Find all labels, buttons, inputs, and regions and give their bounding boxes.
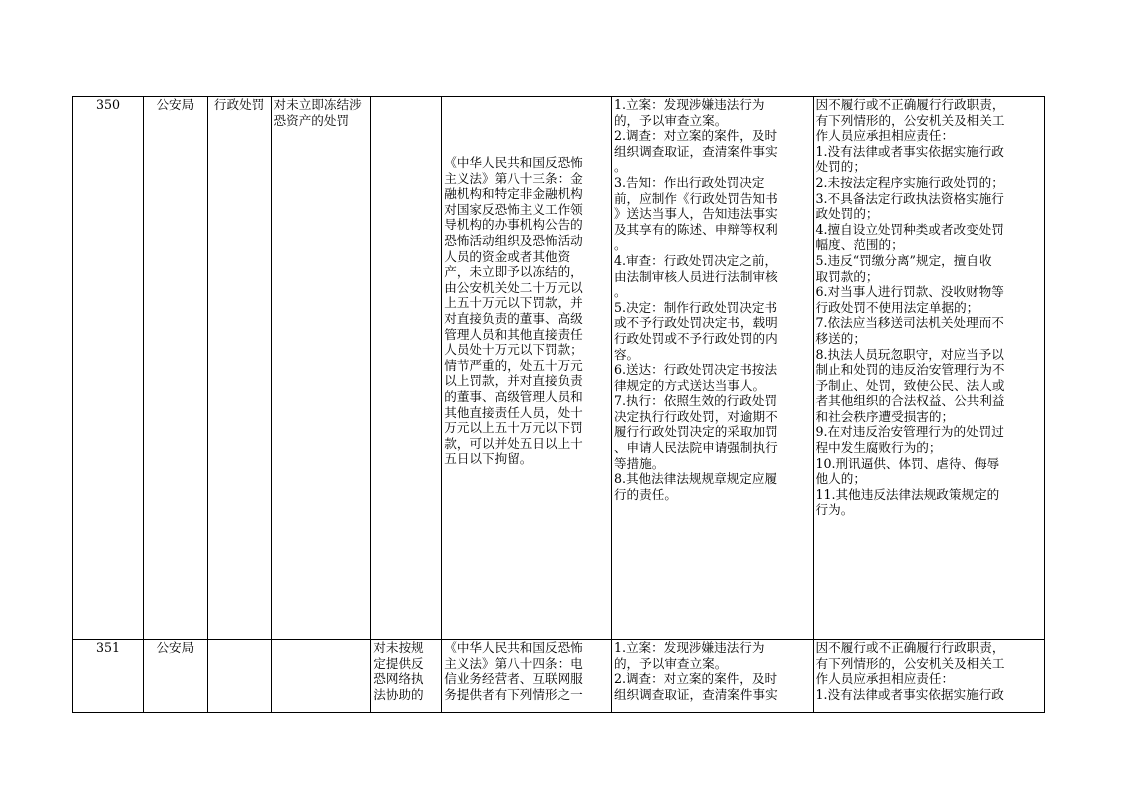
sub-item-cell xyxy=(371,97,442,640)
text-line: 》送达当事人，告知违法事实 xyxy=(613,206,778,222)
item-name-cell: 对未立即冻结涉恐资产的处罚 xyxy=(271,97,371,640)
item-name-cell xyxy=(271,640,371,713)
text-line: 人员的资金或者其他资 xyxy=(444,248,571,264)
text-line: 作人员应承担相应责任： xyxy=(815,671,955,687)
text-line: 制止和处罚的违反治安管理行为不 xyxy=(815,362,1005,378)
text-line: 及其享有的陈述、申辩等权利 xyxy=(613,221,778,237)
legal-basis-text xyxy=(444,640,609,712)
text-line: 行为。 xyxy=(815,502,854,518)
text-line: 法协助的 xyxy=(373,686,424,702)
text-line: 9.在对违反治安管理行为的处罚过 xyxy=(815,424,1004,440)
text-line: 予制止、处罚，致使公民、法人或 xyxy=(815,377,1005,393)
text-line: 主义法》第八十四条：电 xyxy=(444,655,583,671)
text-line: 务提供者有下列情形之一 xyxy=(444,686,583,702)
power-list-table xyxy=(72,96,1045,713)
text-line: 组织调查取证，查清案件事实 xyxy=(613,143,778,159)
text-line: 3.告知：作出行政处罚决定 xyxy=(613,174,765,190)
text-line: 8.其他法律法规规章规定应履 xyxy=(613,471,778,487)
text-line: 容。 xyxy=(613,346,640,362)
text-line: 7.依法应当移送司法机关处理而不 xyxy=(815,315,1004,331)
text-line: 上五十万元以下罚款，并 xyxy=(444,295,583,311)
department-cell: 公安局 xyxy=(143,640,207,713)
text-line: 由法制审核人员进行法制审核 xyxy=(613,268,778,284)
text-line: 情节严重的，处五十万元 xyxy=(444,357,583,373)
text-line: 主义法》第八十三条：金 xyxy=(444,170,583,186)
text-line: 组织调查取证，查清案件事实 xyxy=(613,686,778,702)
text-line: 8.执法人员玩忽职守，对应当予以 xyxy=(815,346,1004,362)
process-text xyxy=(614,640,811,712)
text-line: 的，予以审查立案。 xyxy=(613,655,728,671)
text-line: 管理人员和其他直接责任 xyxy=(444,326,583,342)
text-line: 信业务经营者、互联网服 xyxy=(444,671,583,687)
text-line: 款，可以并处五日以上十 xyxy=(444,435,583,451)
text-line: 或不予行政处罚决定书，载明 xyxy=(613,315,778,331)
text-line: 2.调查：对立案的案件，及时 xyxy=(613,671,778,687)
text-line: 2.未按法定程序实施行政处罚的； xyxy=(815,174,1004,190)
text-line: 融机构和特定非金融机构 xyxy=(444,186,583,202)
text-line: 前，应制作《行政处罚告知书 xyxy=(613,190,778,206)
text-line: 有下列情形的，公安机关及相关工 xyxy=(815,655,1005,671)
text-line: 导机构的办事机构公告的 xyxy=(444,217,583,233)
row-number-cell: 350 xyxy=(73,97,144,640)
row-number-cell: 351 xyxy=(73,640,144,713)
text-line: 他人的； xyxy=(815,471,866,487)
text-line: 幅度、范围的； xyxy=(815,237,904,253)
text-line: 5.违反“罚缴分离”规定，擅自收 xyxy=(815,252,992,268)
text-line: 恐怖活动组织及恐怖活动 xyxy=(444,232,583,248)
text-line: 对未按规 xyxy=(373,640,424,655)
text-line: 对国家反恐怖主义工作领 xyxy=(444,201,583,217)
text-line: 2.调查：对立案的案件，及时 xyxy=(613,128,778,144)
text-line: 4.擅自设立处罚种类或者改变处罚 xyxy=(815,221,1004,237)
sub-item-cell xyxy=(371,640,442,713)
text-line: 《中华人民共和国反恐怖 xyxy=(444,155,583,170)
text-line: 政处罚的； xyxy=(815,206,879,222)
text-line: 移送的； xyxy=(815,330,866,346)
text-line: 1.没有法律或者事实依据实施行政 xyxy=(815,686,1004,702)
text-line: 5.决定：制作行政处罚决定书 xyxy=(613,299,778,315)
text-line: 履行行政处罚决定的采取加罚 xyxy=(613,424,778,440)
text-line: 产，未立即予以冻结的， xyxy=(444,264,583,280)
text-line: 行的责任。 xyxy=(613,486,677,502)
text-line: 7.执行：依照生效的行政处罚 xyxy=(613,393,778,409)
text-line: 因不履行或不正确履行行政职责， xyxy=(815,97,1005,112)
text-line: 和社会秩序遭受损害的； xyxy=(815,408,955,424)
liability-cell xyxy=(813,97,1044,640)
text-line: 其他直接责任人员，处十 xyxy=(444,404,583,420)
text-line: 6.对当事人进行罚款、没收财物等 xyxy=(815,284,1004,300)
text-line: 1.立案：发现涉嫌违法行为 xyxy=(613,640,765,655)
text-line: 。 xyxy=(613,159,627,175)
text-line: 11.其他违反法律法规政策规定的 xyxy=(815,486,1000,502)
text-line: 作人员应承担相应责任： xyxy=(815,128,955,144)
text-line: 万元以上五十万元以下罚 xyxy=(444,420,583,436)
text-line: 等措施。 xyxy=(613,455,665,471)
text-line: 6.送达：行政处罚决定书按法 xyxy=(613,362,778,378)
text-line: 因不履行或不正确履行行政职责， xyxy=(815,640,1005,655)
text-line: 《中华人民共和国反恐怖 xyxy=(444,640,583,655)
text-line: 、申请人民法院申请强制执行 xyxy=(613,440,778,456)
text-line: 取罚款的； xyxy=(815,268,879,284)
legal-basis-cell xyxy=(442,640,612,713)
category-cell xyxy=(207,640,271,713)
text-line: 1.立案：发现涉嫌违法行为 xyxy=(613,97,765,112)
liability-cell xyxy=(813,640,1044,713)
legal-basis-cell xyxy=(442,97,612,640)
text-line: 。 xyxy=(613,237,627,253)
table-row xyxy=(73,97,1045,640)
text-line: 对直接负责的董事、高级 xyxy=(444,310,583,326)
text-line: 律规定的方式送达当事人。 xyxy=(613,377,766,393)
text-line: 处罚的； xyxy=(815,159,866,175)
text-line: 的，予以审查立案。 xyxy=(613,112,728,128)
department-cell: 公安局 xyxy=(143,97,207,640)
text-line: 定提供反 xyxy=(373,655,424,671)
text-line: 有下列情形的，公安机关及相关工 xyxy=(815,112,1005,128)
process-cell xyxy=(611,640,813,713)
text-line: 行政处罚不使用法定单据的； xyxy=(815,299,980,315)
text-line: 者其他组织的合法权益、公共利益 xyxy=(815,393,1005,409)
text-line: 行政处罚或不予行政处罚的内 xyxy=(613,330,778,346)
text-line: 1.没有法律或者事实依据实施行政 xyxy=(815,143,1004,159)
category-cell: 行政处罚 xyxy=(207,97,271,640)
sub-item-text xyxy=(373,640,439,712)
text-line: 以上罚款，并对直接负责 xyxy=(444,373,583,389)
liability-text xyxy=(816,640,1042,712)
text-line: 3.不具备法定行政执法资格实施行 xyxy=(815,190,1004,206)
text-line: 人员处十万元以下罚款； xyxy=(444,342,583,358)
text-line: 的董事、高级管理人员和 xyxy=(444,388,583,404)
text-line: 4.审查：行政处罚决定之前， xyxy=(613,252,778,268)
text-line: 10.刑讯逼供、体罚、虐待、侮辱 xyxy=(815,455,1000,471)
process-cell xyxy=(611,97,813,640)
text-line: 。 xyxy=(613,284,627,300)
text-line: 程中发生腐败行为的； xyxy=(815,440,942,456)
text-line: 恐网络执 xyxy=(373,671,424,687)
text-line: 由公安机关处二十万元以 xyxy=(444,279,583,295)
text-line: 五日以下拘留。 xyxy=(444,451,533,467)
text-line: 决定执行行政处罚，对逾期不 xyxy=(613,408,778,424)
table-row xyxy=(73,640,1045,713)
